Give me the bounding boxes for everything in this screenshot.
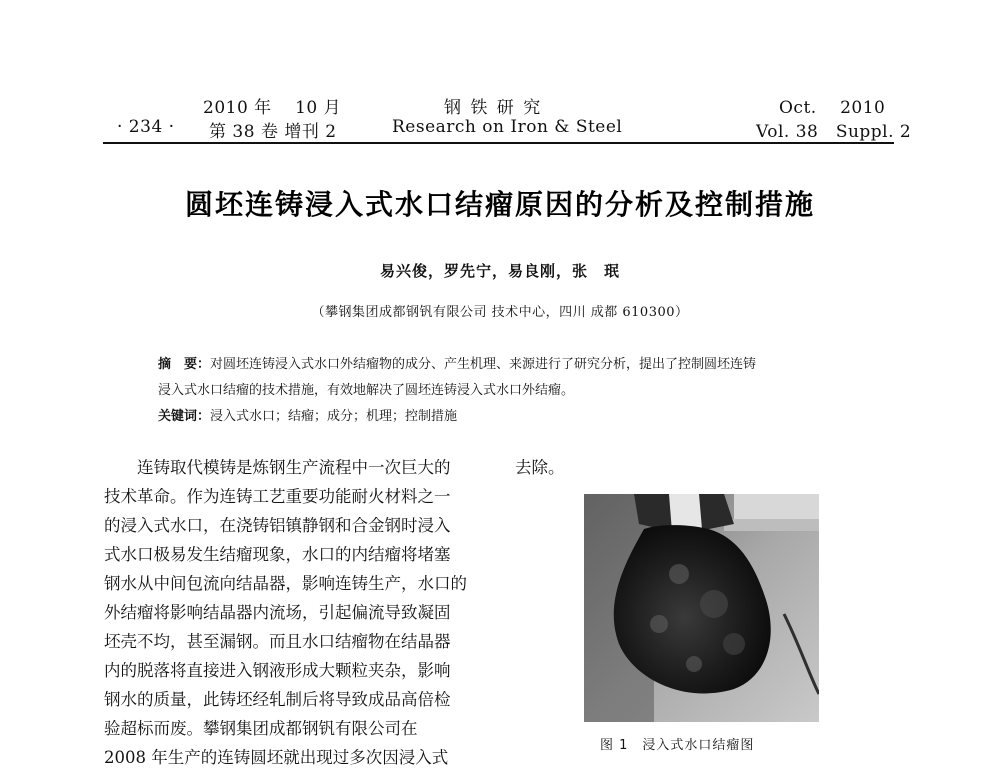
body-line: 连铸取代模铸是炼钢生产流程中一次巨大的 (104, 458, 451, 477)
figure-caption: 图 1 浸入式水口结瘤图 (600, 738, 755, 753)
nozzle-photo-illustration (584, 494, 819, 722)
body-line: 坯壳不均，甚至漏钢。而且水口结瘤物在结晶器 (104, 632, 451, 651)
body-line: 验超标而废。攀钢集团成都钢钒有限公司在 (104, 719, 418, 738)
header-rule (103, 142, 894, 144)
body-line: 技术革命。作为连铸工艺重要功能耐火材料之一 (104, 487, 451, 506)
body-line: 内的脱落将直接进入钢液形成大颗粒夹杂，影响 (104, 661, 451, 680)
header-date-cn: 2010 年 10 月 (203, 98, 342, 118)
article-affiliation: （攀钢集团成都钢钒有限公司 技术中心，四川 成都 610300） (311, 305, 689, 320)
body-line: 钢水的质量，此铸坯经轧制后将导致成品高倍检 (104, 690, 451, 709)
header-page-number: · 234 · (117, 117, 175, 137)
body-line: 钢水从中间包流向结晶器，影响连铸生产，水口的 (104, 574, 467, 593)
body-right-fragment: 去除。 (515, 458, 565, 477)
abstract-text-1: 对圆坯连铸浸入式水口外结瘤物的成分、产生机理、来源进行了研究分析，提出了控制圆坯连铸 (210, 357, 757, 372)
abstract (158, 352, 848, 430)
body-line: 外结瘤将影响结晶器内流场，引起偏流导致凝固 (104, 603, 451, 622)
header-journal-en: Research on Iron & Steel (392, 117, 623, 137)
body-left-column (104, 453, 476, 772)
article-authors: 易兴俊，罗先宁，易良刚，张 珉 (379, 262, 620, 280)
header-volume-cn: 第 38 卷 增刊 2 (209, 122, 337, 142)
article-title: 圆坯连铸浸入式水口结瘤原因的分析及控制措施 (184, 188, 815, 221)
abstract-label: 摘 要： (158, 357, 211, 372)
body-line: 式水口极易发生结瘤现象，水口的内结瘤将堵塞 (104, 545, 451, 564)
keywords-text: 浸入式水口；结瘤；成分；机理；控制措施 (210, 409, 458, 424)
abstract-line-1 (158, 352, 848, 378)
abstract-line-2: 浸入式水口结瘤的技术措施，有效地解决了圆坯连铸浸入式水口外结瘤。 (158, 383, 575, 398)
keywords-line (158, 404, 848, 430)
header-volume-en: Vol. 38 Suppl. 2 (756, 122, 912, 142)
header-date-en: Oct. 2010 (779, 98, 886, 118)
body-line: 2008 年生产的连铸圆坯就出现过多次因浸入式 (104, 748, 449, 767)
keywords-label: 关键词： (158, 409, 211, 424)
header-journal-cn: 钢 铁 研 究 (444, 98, 543, 118)
figure-nozzle-photo (584, 494, 819, 722)
body-line: 的浸入式水口，在浇铸铝镇静钢和合金钢时浸入 (104, 516, 451, 535)
